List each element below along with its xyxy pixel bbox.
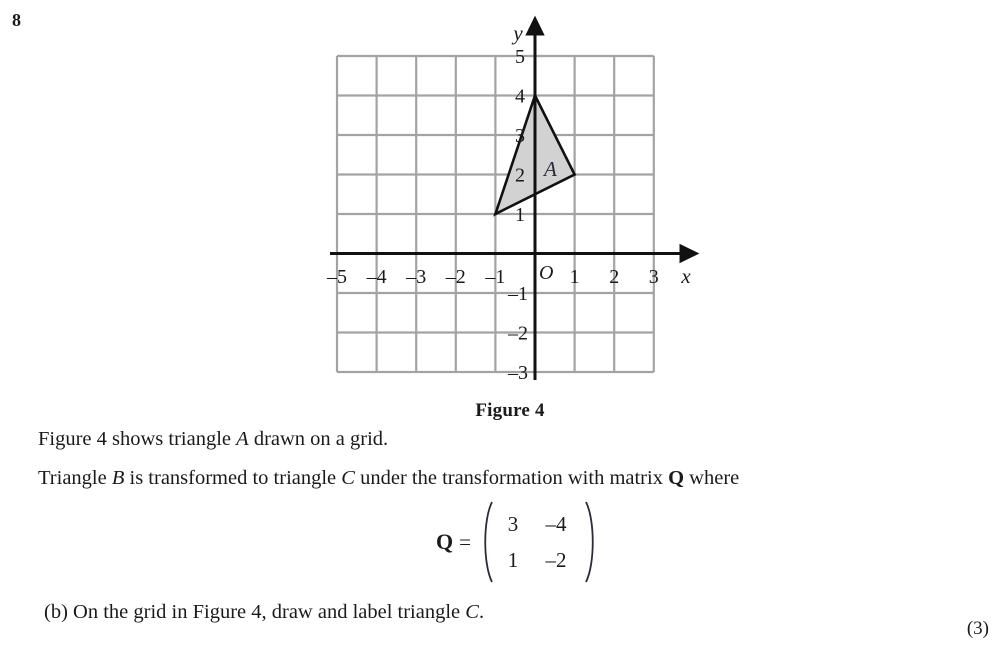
triangle-a-reference: A: [236, 428, 249, 450]
y-axis-label: y: [513, 21, 523, 45]
y-tick-label: –3: [508, 362, 528, 384]
x-tick-label: –3: [406, 266, 427, 288]
matrix-cell-r1c1: 3: [507, 511, 519, 536]
x-tick-label: –5: [327, 266, 347, 288]
marks-allocation: (3): [966, 618, 989, 639]
origin-label: O: [539, 262, 554, 284]
y-tick-label: 1: [515, 204, 525, 226]
matrix-name: Q: [436, 529, 454, 554]
matrix-cell-r1c2: –4: [545, 511, 567, 536]
x-axis-label: x: [681, 264, 691, 288]
matrix-equation: [436, 500, 600, 584]
x-tick-label: –4: [366, 266, 387, 288]
part-b-instruction: [44, 600, 484, 626]
question-number: 8: [12, 10, 21, 30]
statement-line-2-pre: Triangle: [38, 467, 112, 489]
matrix-q-reference: Q: [668, 467, 685, 489]
statement-line-1-pre: Figure 4 shows triangle: [38, 428, 237, 450]
matrix-equals-sign: =: [459, 529, 471, 554]
y-tick-label: –2: [508, 322, 528, 345]
y-tick-label: 3: [515, 125, 525, 147]
statement-line-2-post: where: [684, 467, 740, 489]
figure-caption: Figure 4: [475, 400, 545, 421]
statement-line-2-mid: is transformed to triangle: [124, 467, 342, 489]
statement-line-2: [38, 466, 739, 492]
statement-line-1-post: drawn on a grid.: [248, 428, 389, 450]
triangle-a-label: A: [544, 157, 557, 181]
matrix-left-bracket: [478, 500, 494, 584]
x-tick-label: –2: [445, 266, 466, 288]
matrix-cell-r2c1: 1: [507, 547, 519, 572]
matrix-right-bracket: [584, 500, 600, 584]
y-tick-label: 4: [515, 85, 525, 108]
y-tick-label: –1: [508, 283, 528, 305]
y-tick-label: 2: [515, 164, 525, 187]
coordinate-grid-graph: [300, 8, 720, 398]
x-axis-tick-labels: [326, 266, 659, 288]
x-tick-label: 3: [648, 266, 659, 288]
triangle-c-reference: C: [341, 467, 355, 489]
statement-line-2-mid2: under the transformation with matrix: [354, 467, 669, 489]
triangle-b-reference: B: [111, 467, 125, 489]
figure-4: [300, 8, 720, 421]
x-tick-label: 2: [609, 266, 620, 288]
y-tick-label: 5: [515, 46, 525, 68]
part-b-pre: (b) On the grid in Figure 4, draw and label triangle: [44, 601, 466, 623]
part-b-post: .: [478, 601, 485, 623]
statement-line-1: [38, 427, 388, 453]
x-tick-label: –1: [485, 266, 506, 288]
part-b-triangle-c: C: [465, 601, 479, 623]
matrix-cell-r2c2: –2: [545, 547, 567, 572]
x-tick-label: 1: [569, 266, 580, 288]
matrix-values: [494, 506, 584, 578]
